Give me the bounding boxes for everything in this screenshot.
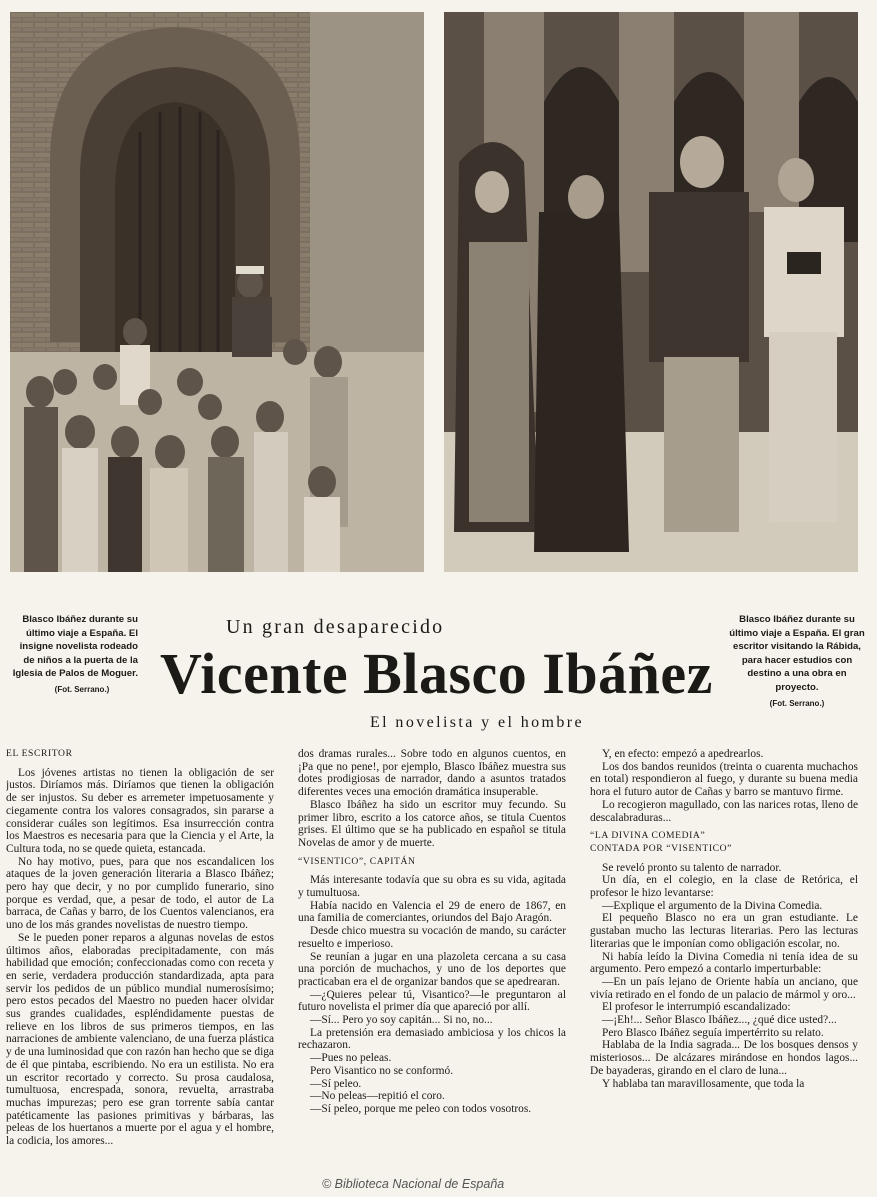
paragraph: Blasco Ibáñez ha sido un escritor muy fecundo. Su primer libro, escrito a los catorce años, se titula Cuentos grises. El último que se ha publicado en español se titula Novelas de amor y de muerte. xyxy=(298,798,566,849)
caption-right xyxy=(728,613,866,710)
caption-right-text: Blasco Ibáñez durante su último viaje a España. El gran escritor visitando la Rábida, para hacer estudios con destino a una obra en proyecto. xyxy=(729,614,865,693)
section-heading-el-escritor: EL ESCRITOR xyxy=(6,748,73,759)
paragraph: Se reveló pronto su talento de narrador. xyxy=(602,861,782,874)
photo-cloister-group xyxy=(444,12,858,572)
article-subhead: El novelista y el hombre xyxy=(370,714,585,731)
article-headline: Vicente Blasco Ibáñez xyxy=(160,641,713,706)
section-heading-visentico-capitan: “VISENTICO”, CAPITÁN xyxy=(298,855,416,867)
article-column-3 xyxy=(590,748,858,1188)
caption-left xyxy=(6,613,138,697)
photo-church-door-children-image xyxy=(10,12,424,572)
paragraph: —Sí... Pero yo soy capitán... Si no, no... xyxy=(310,1014,493,1027)
article-column-2 xyxy=(298,748,566,1188)
paragraph: El pequeño Blasco no era un gran estudiante. Le gustaban mucho las lecturas literarias. Pero las lecturas literarias que le imponían como obligación escolar, no. xyxy=(590,912,858,950)
section-heading-line-1: “LA DIVINA COMEDIA” xyxy=(590,830,706,842)
paragraph: Un día, en el colegio, en la clase de Retórica, el profesor le hizo levantarse: xyxy=(590,874,858,900)
paragraph: Se le pueden poner reparos a algunas novelas de estos últimos años, elaboradas precipitadamente, con más habilidad que emoción; confeccionadas como con receta y en serie, verdadera producción standardizada, apta para servir los pedidos de un público mundial numerosísimo; pero estos pecados del Maestro no pueden hacer olvidar sus grandes cualidades, espléndidamente puestas de relieve en los libros de sus primeros tiempos, en las narraciones de ambiente valenciano, de una fuerza plástica y de una luminosidad que con razón han hecho que se diga de él que pintaba, escribiendo. No era un estilista. No era un escritor recortado y correcto. Su prosa caudalosa, tumultuosa, encrespada, sonora, revuelta, arrastraba muchas impurezas; pero ese gran torrente sabía cantar patéticamente las pasiones primitivas y bárbaras, las peleas de los huertanos a muerte por el agua y el hombre, la codicia, los amores... xyxy=(6,931,274,1148)
paragraph: —Sí peleo. xyxy=(310,1077,362,1090)
paragraph: —¡Eh!... Señor Blasco Ibáñez..., ¿qué dice usted?... xyxy=(602,1014,837,1027)
paragraph: —Explique el argumento de la Divina Comedia. xyxy=(602,899,823,912)
paragraph: Pero Visantico no se conformó. xyxy=(310,1064,454,1077)
paragraph: —¿Quieres pelear tú, Visantico?—le preguntaron al futuro novelista el primer día que apareció por allí. xyxy=(298,988,566,1014)
paragraph: Ni había leído la Divina Comedia ni tenía idea de su argumento. Pero empezó a contarlo imperturbable: xyxy=(590,950,858,976)
paragraph: Se reunían a jugar en una plazoleta cercana a su casa una porción de muchachos, y uno de los deportes que practicaban era el de organizar bandos que se apedrearan. xyxy=(298,950,566,988)
caption-left-text: Blasco Ibáñez durante su último viaje a España. El insigne novelista rodeado de niños a la puerta de la Iglesia de Palos de Moguer. xyxy=(12,614,138,680)
paragraph: —En un país lejano de Oriente había un anciano, que vivía retirado en el fondo de un palacio de mármol y oro... xyxy=(590,975,858,1001)
article-column-1 xyxy=(6,748,274,1188)
paragraph: No hay motivo, pues, para que nos escandalicen los ataques de la joven generación literaria a Blasco Ibáñez; pero hay que decir, y no por cumplido funerario, sino porque es verdad, que, a pesar de todo, el autor de La barraca, de Cañas y barro, de los Cuentos valencianos, era uno de los más grandes novelistas de nuestro tiempo. xyxy=(6,855,274,932)
paragraph: Pero Blasco Ibáñez seguía impertérrito su relato. xyxy=(602,1026,824,1039)
paragraph: Y hablaba tan maravillosamente, que toda la xyxy=(602,1077,805,1090)
photo-cloister-group-image xyxy=(444,12,858,572)
section-heading-divina-comedia xyxy=(590,830,858,855)
caption-right-credit: (Fot. Serrano.) xyxy=(769,698,825,708)
library-watermark: © Biblioteca Nacional de España xyxy=(318,1177,508,1191)
paragraph: Los dos bandos reunidos (treinta o cuarenta muchachos en total) respondieron al fuego, y durante su buena media hora el futuro autor de Cañas y barro se mantuvo firme. xyxy=(590,760,858,799)
section-heading-line-2: CONTADA POR “VISENTICO” xyxy=(590,842,733,854)
paragraph: Y, en efecto: empezó a apedrearlos. xyxy=(602,748,764,760)
paragraph: Los jóvenes artistas no tienen la obligación de ser justos. Diríamos más. Diríamos que tienen la obligación de ser injustos. Su deber es arremeter impetuosamente y ciegamente contra los valores consagrados, sin pararse a considerar cuáles son legítimos. Esa insurrección contra los Maestros es necesaria para que la Ciencia y el Arte, la Cultura toda, no se quede quieta, estancada. xyxy=(6,766,274,855)
paragraph: Hablaba de la India sagrada... De los bosques densos y misteriosos... De alcázares mirándose en hondos lagos... De bayaderas, girando en el claro de luna... xyxy=(590,1039,858,1077)
paragraph: Desde chico muestra su vocación de mando, su carácter resuelto e imperioso. xyxy=(298,925,566,950)
paragraph: —Sí peleo, porque me peleo con todos vosotros. xyxy=(310,1102,532,1115)
paragraph: —No peleas—repitió el coro. xyxy=(310,1090,445,1103)
paragraph: dos dramas rurales... Sobre todo en algunos cuentos, en ¡Pa que no pene!, por ejemplo, Blasco Ibáñez muestra sus dotes prodigiosas de narrador, dando a asuntos tratados diferentes veces una emoción dramática insuperable. xyxy=(298,748,566,799)
paragraph: La pretensión era demasiado ambiciosa y los chicos la rechazaron. xyxy=(298,1026,566,1052)
photo-church-door-children xyxy=(10,12,424,572)
paragraph: —Pues no peleas. xyxy=(310,1052,392,1065)
caption-left-credit: (Fot. Serrano.) xyxy=(54,684,110,694)
paragraph: Había nacido en Valencia el 29 de enero de 1867, en una familia de comerciantes, oriundos del Bajo Aragón. xyxy=(298,899,566,925)
paragraph: Más interesante todavía que su obra es su vida, agitada y tumultuosa. xyxy=(298,874,566,900)
paragraph: Lo recogieron magullado, con las narices rotas, lleno de descalabraduras... xyxy=(590,798,858,824)
paragraph: El profesor le interrumpió escandalizado: xyxy=(602,1001,791,1014)
article-kicker: Un gran desaparecido xyxy=(226,616,445,638)
